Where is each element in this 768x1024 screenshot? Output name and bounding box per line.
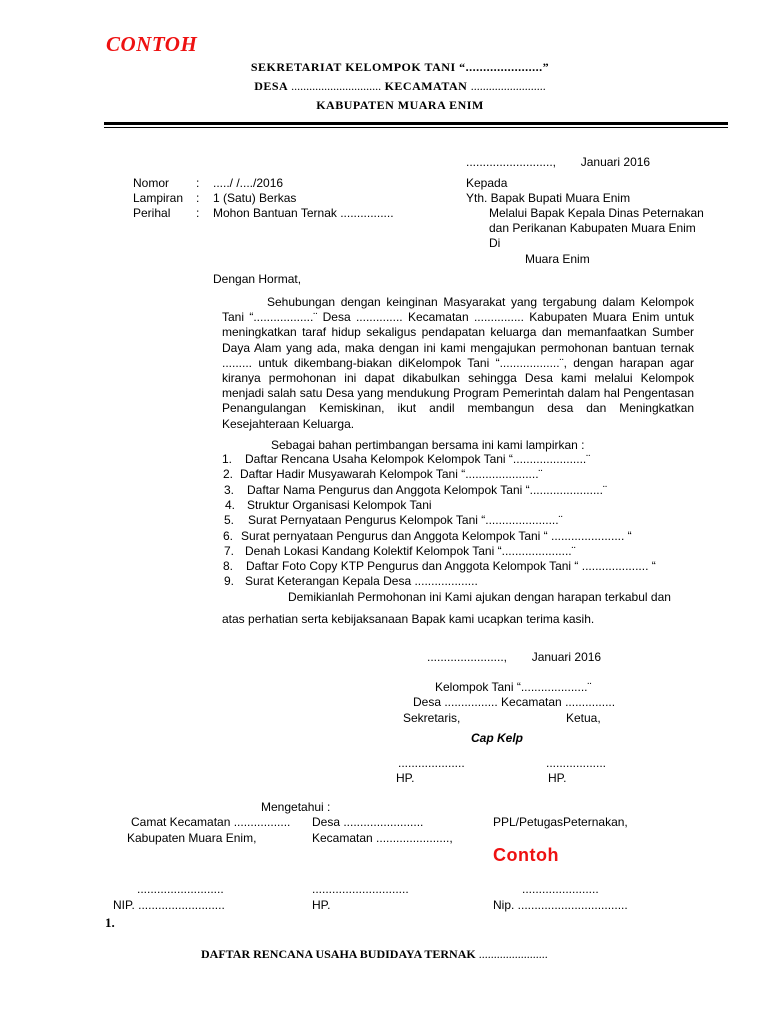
attachment-number: 6. [223,529,234,543]
sign-kelompok: Kelompok Tani “....................¨ [435,680,592,694]
greeting: Dengan Hormat, [213,272,302,286]
kades-desa-label: Desa ........................ [312,815,424,829]
attachment-item: Surat pernyataan Pengurus dan Anggota Kelompok Tani “ ...................... “ [241,529,632,543]
attachment-number: 3. [224,483,235,497]
recipient-melalui-1: Melalui Bapak Kepala Dinas Peternakan [489,206,704,220]
closing-line-1: Demikianlah Permohonan ini Kami ajukan dengan harapan terkabul dan [288,590,671,604]
camat-label: Camat Kecamatan ................. [131,815,291,829]
kades-signature-dots: ............................. [312,882,409,896]
attachment-number: 7. [224,544,235,558]
sign-desa-kecamatan: Desa ................ Kecamatan ............... [413,695,616,709]
letter-date [466,155,650,169]
perihal-value: Mohon Bantuan Ternak ................ [213,206,394,220]
appendix-title [201,947,548,962]
letter-date-place: .........................., [466,155,557,169]
body-paragraph: Sehubungan dengan keinginan Masyarakat yang tergabung dalam Kelompok Tani “..................¨ Desa .............. Kecamatan ............... Kabupaten Muara Enim untuk meningkatkan taraf hidup sekaligus pendapatan keluarga dan memanfaatkan Sumber Daya Alam yang ada, maka dengan ini kami mengajukan permohonan bantuan ternak ......... untuk dikembang-biakan diKelompok Tani “..................¨, dengan harapan agar kiranya permohonan ini dapat dikabulkan sehingga Desa kami melalui Kelompok menjadi salah satu Desa yang mendukung Program Pemerintah dalam hal Pengentasan Penangulangan Kemiskinan, ikut andil membangun desa dan Meningkatkan Kesejahteraan Keluarga. [222,295,694,431]
attachment-intro: Sebagai bahan pertimbangan bersama ini kami lampirkan : [271,438,585,452]
letterhead-desa: DESA [254,79,288,93]
sign-dots-ketua: .................. [546,756,607,770]
sign-hp-ketua: HP. [548,771,567,785]
recipient-city: Muara Enim [525,252,590,266]
ppl-nip: Nip. ................................. [493,898,628,912]
letterhead-line-1 [0,60,768,75]
lampiran-value: 1 (Satu) Berkas [213,191,297,205]
attachment-item: Surat Keterangan Kepala Desa ................... [245,574,478,588]
attachment-item: Daftar Hadir Musyawarah Kelompok Tani “......................¨ [240,467,543,481]
sign-ketua: Ketua, [566,711,601,725]
camat-signature-dots: .......................... [137,882,224,896]
letterhead-kecamatan-dots: ......................... [470,79,546,93]
appendix-number: 1. [105,915,115,930]
letter-date-value: Januari 2016 [580,155,651,169]
sign-date-place: ......................., [427,650,508,664]
letterhead-line-3: KABUPATEN MUARA ENIM [316,98,484,112]
sign-hp-sekretaris: HP. [396,771,415,785]
sign-date-value: Januari 2016 [531,650,602,664]
lampiran-label: Lampiran [133,191,184,205]
attachment-number: 9. [224,574,235,588]
recipient-kepada: Kepada [466,176,508,190]
sign-sekretaris: Sekretaris, [403,711,461,725]
lampiran-colon: : [196,191,200,205]
attachment-item: Daftar Rencana Usaha Kelompok Kelompok Tani “......................¨ [245,452,591,466]
nomor-value: ...../ /..../2016 [213,176,284,190]
appendix-title-text: DAFTAR RENCANA USAHA BUDIDAYA TERNAK [201,947,476,961]
appendix-title-dots: ....................... [478,947,548,961]
letterhead-thick-rule [104,122,728,125]
letterhead-desa-dots: .............................. [291,79,382,93]
perihal-label: Perihal [133,206,171,220]
attachment-number: 2. [223,467,234,481]
recipient-melalui-2: dan Perikanan Kabupaten Muara Enim [489,221,696,235]
attachment-number: 1. [222,452,233,466]
kades-hp: HP. [312,898,331,912]
attachment-number: 5. [224,513,235,527]
attachment-item: Surat Pernyataan Pengurus Kelompok Tani “......................¨ [248,513,563,527]
perihal-colon: : [196,206,200,220]
kabupaten-label: Kabupaten Muara Enim, [127,831,257,845]
kades-kecamatan-label: Kecamatan ......................, [312,831,453,845]
attachment-item: Daftar Foto Copy KTP Pengurus dan Anggota Kelompok Tani “ .................... “ [246,559,656,573]
camat-nip: NIP. .......................... [113,898,225,912]
attachment-item: Denah Lokasi Kandang Kolektif Kelompok Tani “.....................¨ [245,544,576,558]
ppl-label: PPL/PetugasPeternakan, [493,815,628,829]
mengetahui-label: Mengetahui : [261,800,331,814]
attachment-number: 8. [223,559,234,573]
letterhead-kecamatan: KECAMATAN [384,79,468,93]
closing-line-2: atas perhatian serta kebijaksanaan Bapak kami ucapkan terima kasih. [222,612,595,626]
letterhead-thin-rule [104,127,728,128]
attachment-item: Struktur Organisasi Kelompok Tani [247,498,432,512]
letterhead-org: SEKRETARIAT KELOMPOK TANI “......................” [250,60,550,74]
recipient-di: Di [489,236,501,250]
cap-kelompok-stamp: Cap Kelp [471,731,524,745]
contoh-stamp: Contoh [493,845,559,865]
sign-date [427,650,601,664]
nomor-colon: : [196,176,200,190]
attachment-number: 4. [225,498,236,512]
letterhead-line-2 [0,79,768,94]
attachment-item: Daftar Nama Pengurus dan Anggota Kelompok Tani “......................¨ [247,483,607,497]
sign-dots-sekretaris: .................... [398,756,465,770]
contoh-watermark-label: CONTOH [106,32,198,56]
ppl-signature-dots: ....................... [522,882,599,896]
nomor-label: Nomor [133,176,170,190]
recipient-yth: Yth. Bapak Bupati Muara Enim [466,191,631,205]
